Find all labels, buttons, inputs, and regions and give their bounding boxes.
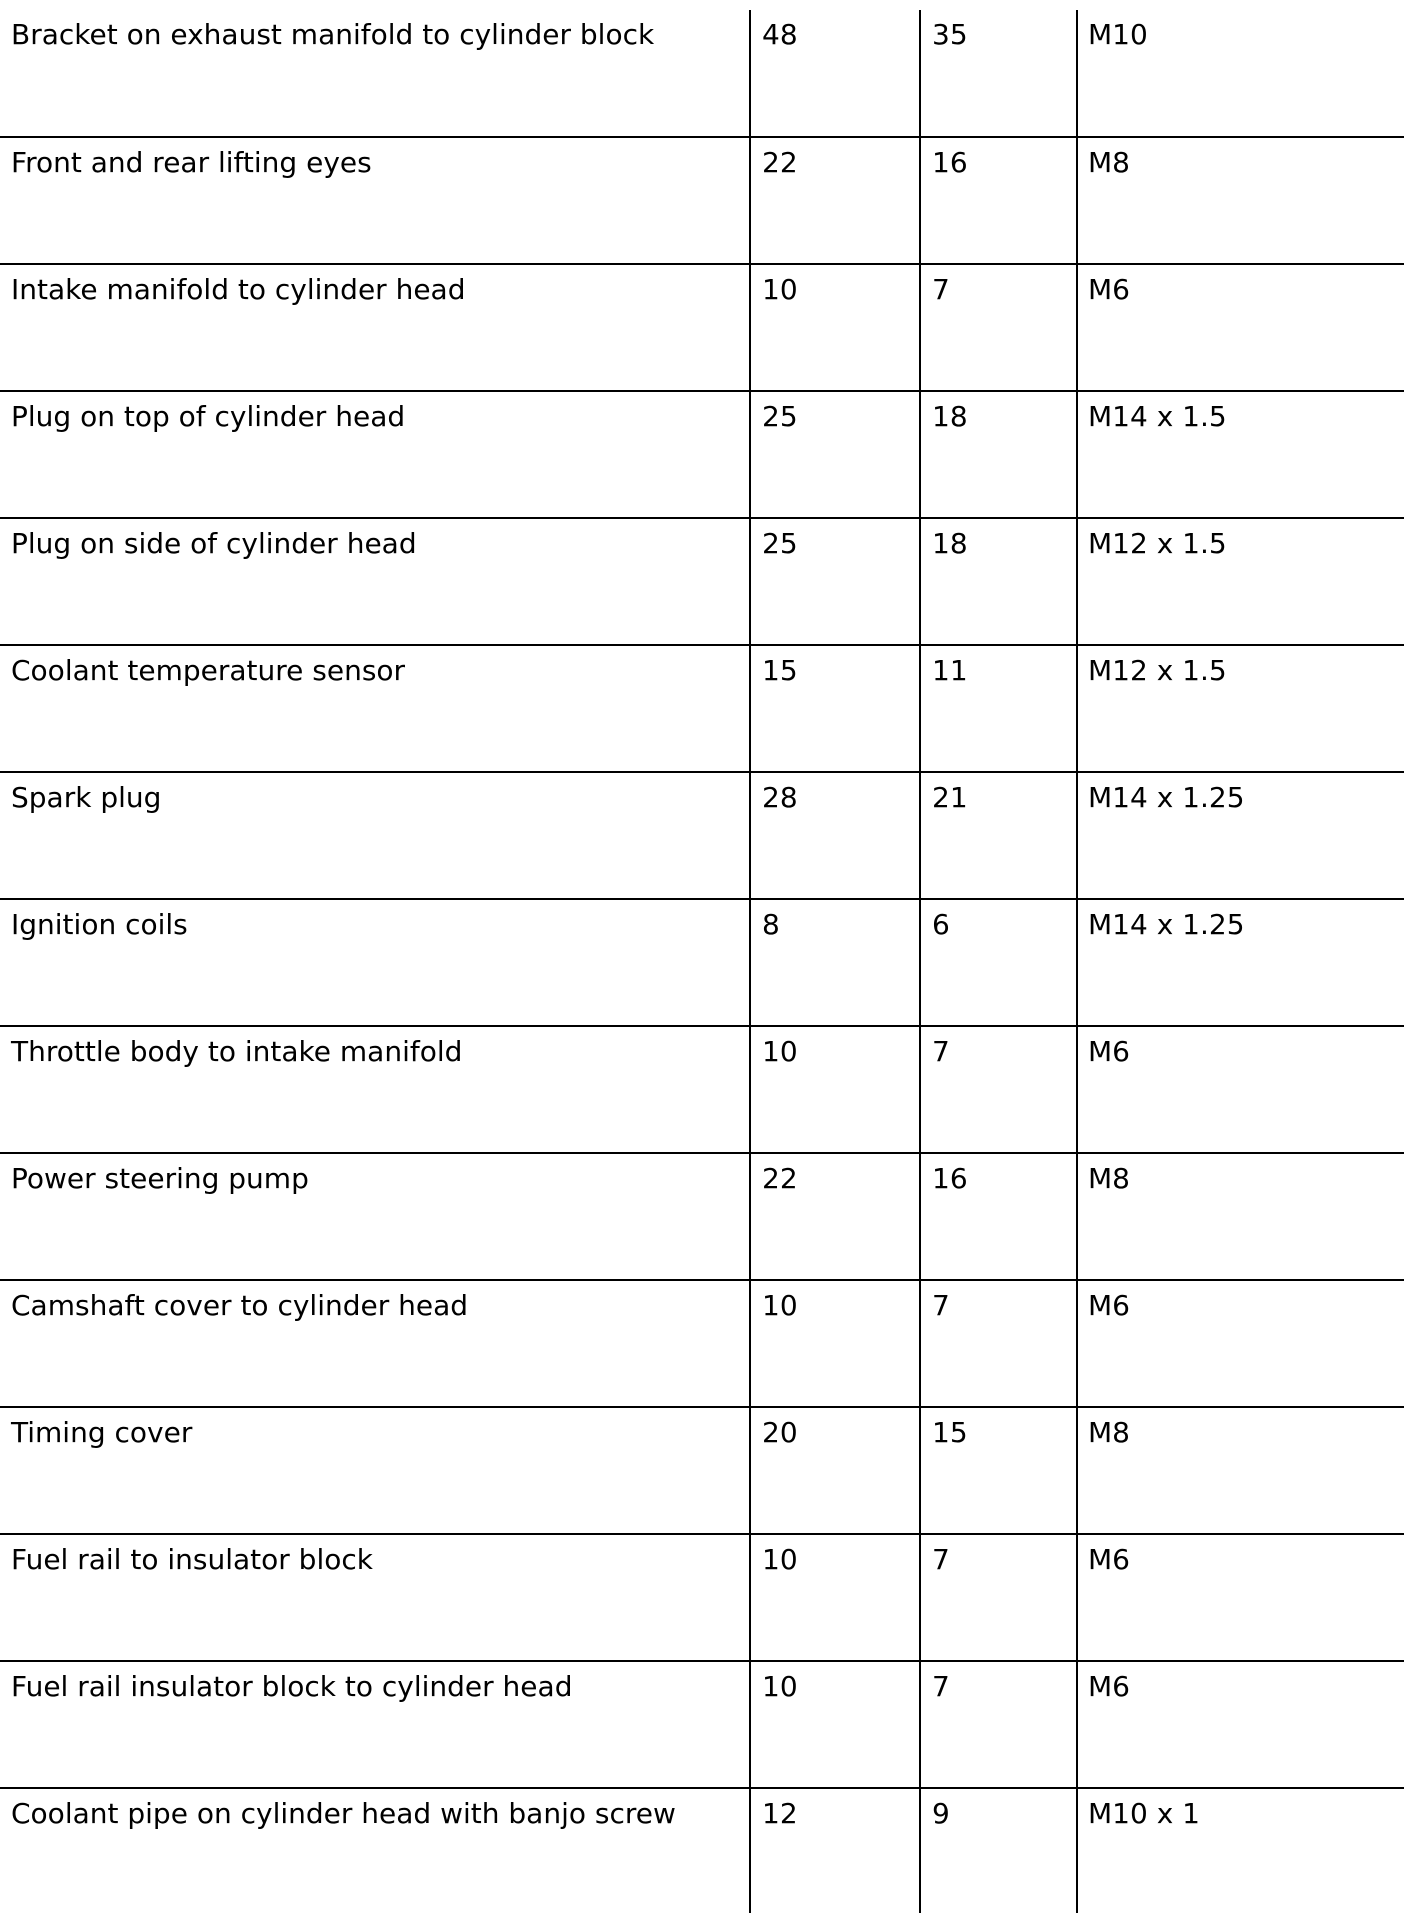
component-cell: Camshaft cover to cylinder head: [0, 1280, 750, 1407]
torque-nm-cell: 12: [750, 1788, 920, 1913]
torque-nm-cell: 10: [750, 1280, 920, 1407]
torque-lbf-ft-cell: 9: [920, 1788, 1077, 1913]
torque-nm-cell: 8: [750, 899, 920, 1026]
torque-nm-cell: 15: [750, 645, 920, 772]
torque-lbf-ft-cell: 7: [920, 1534, 1077, 1661]
component-cell: Ignition coils: [0, 899, 750, 1026]
thread-size-cell: M8: [1077, 1407, 1404, 1534]
component-cell: Bracket on exhaust manifold to cylinder block: [0, 10, 750, 137]
torque-lbf-ft-cell: 7: [920, 1280, 1077, 1407]
torque-lbf-ft-cell: 11: [920, 645, 1077, 772]
torque-lbf-ft-cell: 16: [920, 137, 1077, 264]
thread-size-cell: M12 x 1.5: [1077, 518, 1404, 645]
component-cell: Fuel rail insulator block to cylinder head: [0, 1661, 750, 1788]
thread-size-cell: M14 x 1.25: [1077, 772, 1404, 899]
table-row: [0, 1661, 1404, 1788]
table-row: [0, 1280, 1404, 1407]
torque-nm-cell: 10: [750, 1534, 920, 1661]
torque-nm-cell: 22: [750, 1153, 920, 1280]
torque-lbf-ft-cell: 7: [920, 1026, 1077, 1153]
component-cell: Power steering pump: [0, 1153, 750, 1280]
thread-size-cell: M12 x 1.5: [1077, 645, 1404, 772]
table-row: [0, 1534, 1404, 1661]
thread-size-cell: M6: [1077, 1026, 1404, 1153]
table-row: [0, 264, 1404, 391]
torque-lbf-ft-cell: 35: [920, 10, 1077, 137]
torque-spec-table: [0, 10, 1404, 1913]
table-row: [0, 899, 1404, 1026]
torque-nm-cell: 10: [750, 264, 920, 391]
torque-lbf-ft-cell: 7: [920, 264, 1077, 391]
table-row: [0, 1788, 1404, 1913]
torque-nm-cell: 10: [750, 1026, 920, 1153]
thread-size-cell: M6: [1077, 1661, 1404, 1788]
table-row: [0, 645, 1404, 772]
thread-size-cell: M10 x 1: [1088, 1797, 1200, 1830]
component-cell: Throttle body to intake manifold: [0, 1026, 750, 1153]
thread-size-cell: M14 x 1.5: [1077, 391, 1404, 518]
component-cell: Coolant temperature sensor: [0, 645, 750, 772]
torque-nm-cell: 22: [750, 137, 920, 264]
table-row: [0, 518, 1404, 645]
thread-size-cell: M8: [1077, 1153, 1404, 1280]
table-row: [0, 1153, 1404, 1280]
thread-size-cell: M6: [1077, 1534, 1404, 1661]
thread-size-cell: M6: [1077, 264, 1404, 391]
component-cell: Plug on side of cylinder head: [0, 518, 750, 645]
torque-nm-cell: 25: [750, 391, 920, 518]
component-cell: Fuel rail to insulator block: [0, 1534, 750, 1661]
component-cell: Intake manifold to cylinder head: [0, 264, 750, 391]
torque-nm-cell: 20: [750, 1407, 920, 1534]
table-row: [0, 772, 1404, 899]
component-cell: Spark plug: [0, 772, 750, 899]
table-row: [0, 137, 1404, 264]
torque-nm-cell: 48: [750, 10, 920, 137]
thread-size-cell: M14 x 1.25: [1077, 899, 1404, 1026]
torque-table-body: [0, 10, 1404, 1913]
component-cell: Plug on top of cylinder head: [0, 391, 750, 518]
component-cell: Front and rear lifting eyes: [0, 137, 750, 264]
thread-size-cell: M6: [1077, 1280, 1404, 1407]
table-row: [0, 10, 1404, 137]
component-cell: Coolant pipe on cylinder head with banjo screw: [0, 1788, 750, 1913]
torque-lbf-ft-cell: 15: [920, 1407, 1077, 1534]
torque-nm-cell: 28: [750, 772, 920, 899]
component-cell: Timing cover: [0, 1407, 750, 1534]
thread-size-cell: M8: [1077, 137, 1404, 264]
torque-lbf-ft-cell: 18: [920, 518, 1077, 645]
torque-nm-cell: 10: [750, 1661, 920, 1788]
torque-nm-cell: 25: [750, 518, 920, 645]
thread-size-cell: M10: [1077, 10, 1404, 137]
torque-lbf-ft-cell: 16: [920, 1153, 1077, 1280]
torque-lbf-ft-cell: 7: [920, 1661, 1077, 1788]
table-row: [0, 1026, 1404, 1153]
torque-lbf-ft-cell: 6: [920, 899, 1077, 1026]
table-row: [0, 391, 1404, 518]
torque-lbf-ft-cell: 18: [920, 391, 1077, 518]
torque-lbf-ft-cell: 21: [920, 772, 1077, 899]
table-row: [0, 1407, 1404, 1534]
